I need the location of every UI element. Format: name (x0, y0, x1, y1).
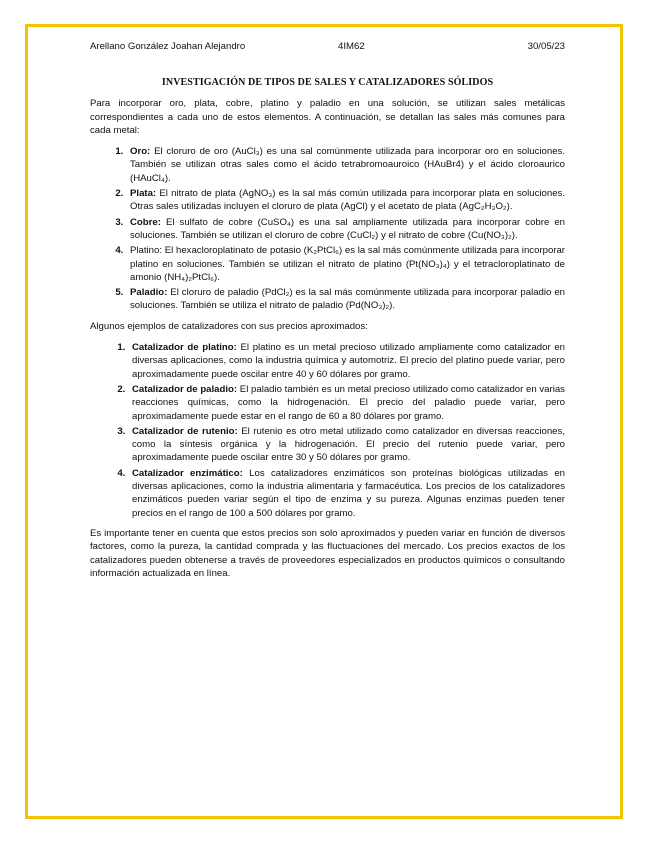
conclusion-paragraph: Es importante tener en cuenta que estos precios son solo aproximados y pueden variar en función de diversos factores, como la pureza, la cantidad comprada y las fluctuaciones del mercado. Los precios exactos de los catalizadores pueden obtenerse a través de proveedores especializados en productos químicos o consultando información actualizada en línea. (90, 527, 565, 579)
document-header (90, 40, 565, 54)
group-code: 4IM62 (338, 41, 365, 52)
item-text: El paladio también es un metal precioso utilizado como catalizador en varias reacciones químicas, como la hidrogenación. El precio del paladio puede variar, pero aproximadamente puede estar en el rango de 60 a 80 dólares por gramo. (132, 383, 565, 422)
item-text: El rutenio es otro metal utilizado como catalizador en diversas reacciones, como la síntesis orgánica y la hidrogenación. El precio del rutenio puede variar, pero aproximadamente puede oscilar entre 30 y 50 dólares por gramo. (132, 425, 565, 464)
item-name: Catalizador de paladio: (132, 383, 238, 395)
list-item (128, 467, 565, 520)
list-item (126, 244, 565, 284)
item-name: Oro: (130, 146, 151, 158)
item-name: Catalizador de platino: (132, 342, 237, 354)
document-page (25, 24, 623, 819)
item-text: El cloruro de paladio (PdCl₂) es la sal más comúnmente utilizada para incorporar paladio en soluciones. También se utiliza el nitrato de paladio (Pd(NO₃)₂). (130, 287, 565, 312)
item-text: El cloruro de oro (AuCl₃) es una sal comúnmente utilizada para incorporar oro en soluciones. También se utilizan otras sales como el ácido tetrabromoauroico (HAuBr4) y el ácido cloroaurico (HAuCl₄). (130, 146, 565, 184)
item-name: Platino: (130, 245, 162, 257)
item-text: Los catalizadores enzimáticos son proteínas biológicas utilizadas en diversas aplicaciones, como la industria alimentaria y farmacéutica. Los precios de los catalizadores enzimáticos pueden variar según el tipo de enzima y su pureza. Algunas enzimas pueden tener precios en el rango de 100 a 500 dólares por gramo. (132, 467, 565, 519)
intro-paragraph: Para incorporar oro, plata, cobre, platino y paladio en una solución, se utilizan sales metálicas correspondientes a cada uno de estos elementos. A continuación, se detallan las sales más comunes para cada metal: (90, 98, 565, 136)
item-text: El sulfato de cobre (CuSO₄) es una sal ampliamente utilizada para incorporar cobre en soluciones. También se utilizan el cloruro de cobre (CuCl₂) y el nitrato de cobre (Cu(NO₃)₂). (130, 216, 565, 241)
item-text: El nitrato de plata (AgNO₃) es la sal más común utilizada para incorporar plata en soluciones. Otras sales utilizadas incluyen el cloruro de plata (AgCl) y el acetato de plata (AgC₂H₃O₂). (130, 188, 565, 213)
document-date: 30/05/23 (527, 41, 565, 52)
item-name: Catalizador de rutenio: (132, 425, 238, 437)
list-item (126, 286, 565, 313)
catalysts-intro: Algunos ejemplos de catalizadores con sus precios aproximados: (90, 320, 368, 332)
list-item (128, 383, 565, 423)
item-text: El platino es un metal precioso utilizado ampliamente como catalizador en diversas aplicaciones, como la industria química y automotriz. El precio del platino puede variar, pero aproximadamente puede oscilar entre 40 y 60 dólares por gramo. (132, 342, 565, 380)
item-text: El hexacloroplatinato de potasio (K₂PtCl₆) es la sal más comúnmente utilizada para incorporar platino en soluciones. También se utilizan el nitrato de platino (Pt(NO₃)₄) y el tetracloroplatinato de amonio (NH₄)₂PtCl₆). (130, 245, 565, 283)
list-item (126, 187, 565, 214)
list-item (128, 425, 565, 465)
list-item (126, 145, 565, 185)
list-item (126, 216, 565, 243)
item-name: Plata: (130, 188, 157, 200)
item-name: Catalizador enzimático: (132, 467, 243, 479)
catalysts-list (90, 341, 565, 520)
item-name: Paladio: (130, 287, 168, 299)
document-content (90, 40, 565, 588)
metal-salts-list (90, 145, 565, 313)
author-name: Arellano González Joahan Alejandro (90, 41, 246, 52)
list-item (128, 341, 565, 381)
item-name: Cobre: (130, 216, 161, 228)
document-title: INVESTIGACIÓN DE TIPOS DE SALES Y CATALIZADORES SÓLIDOS (161, 77, 494, 88)
